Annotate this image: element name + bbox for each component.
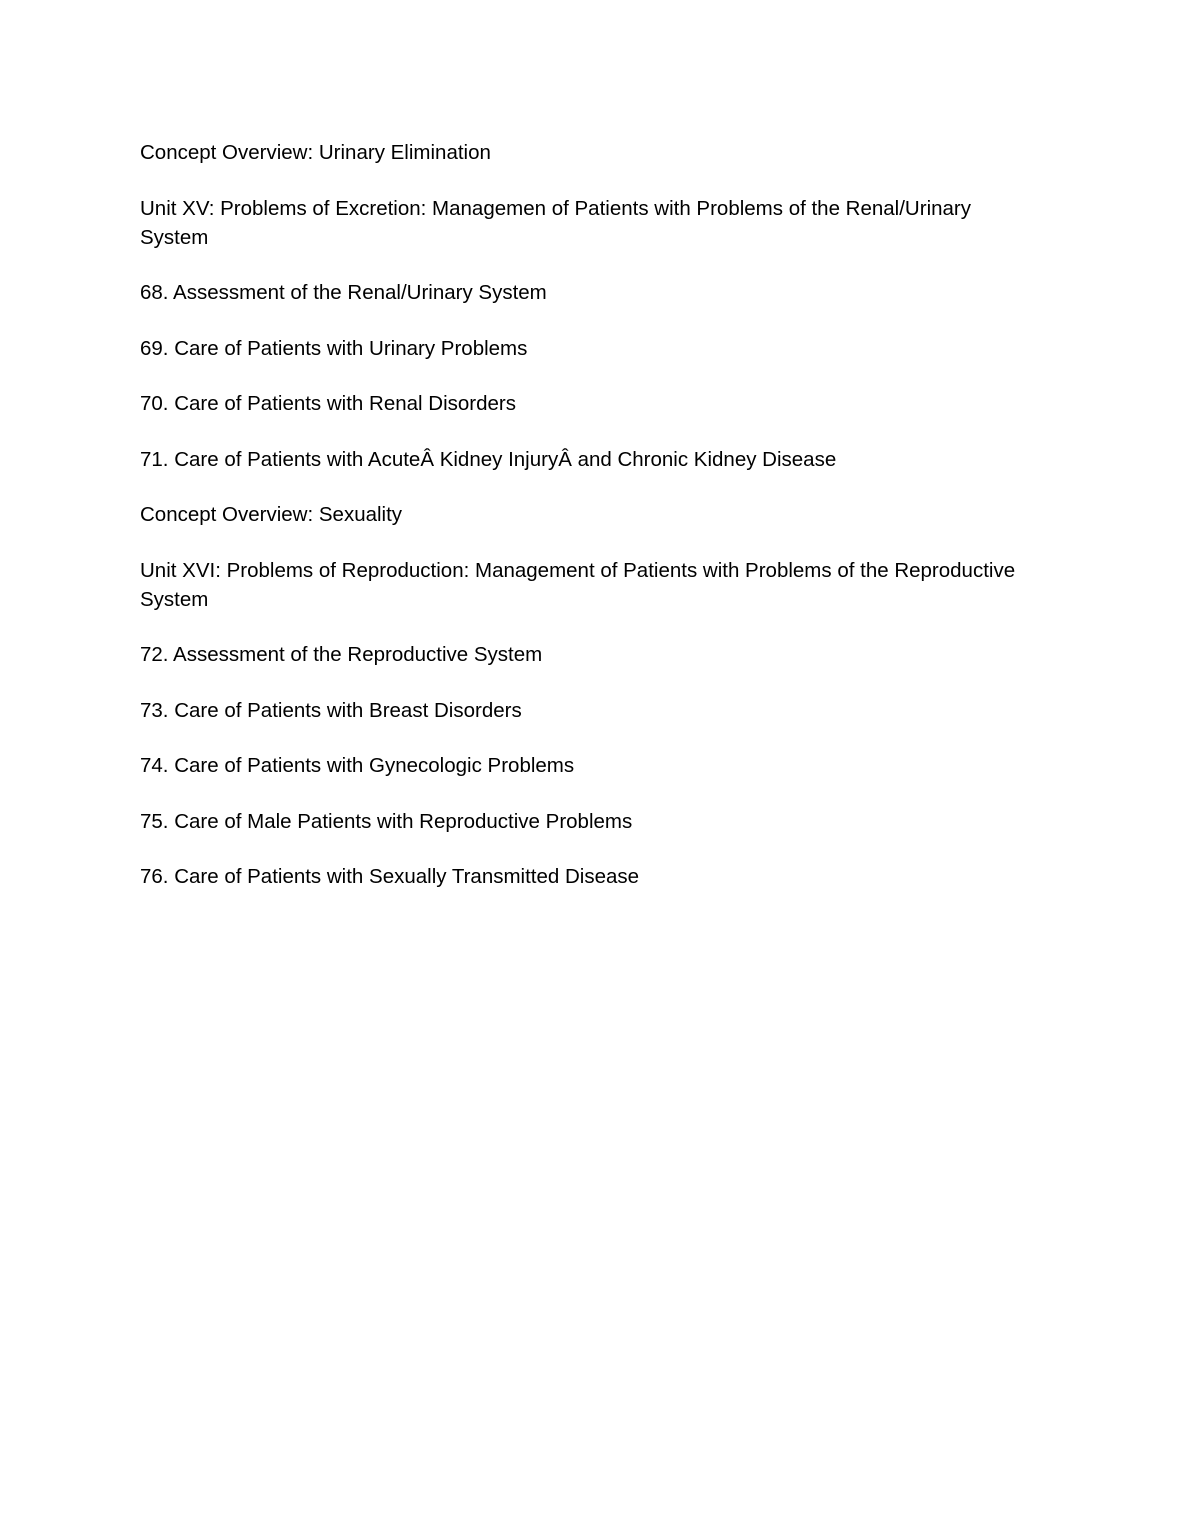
chapter-item: 74. Care of Patients with Gynecologic Problems <box>140 754 575 777</box>
concept-overview-heading: Concept Overview: Sexuality <box>140 503 403 526</box>
chapter-item: 70. Care of Patients with Renal Disorders <box>140 392 517 415</box>
chapter-item: 72. Assessment of the Reproductive System <box>140 643 543 666</box>
unit-heading: Unit XV: Problems of Excretion: Managemen of Patients with Problems of the Renal/Urinary System <box>140 196 972 249</box>
document-body <box>140 138 1020 918</box>
chapter-item: 69. Care of Patients with Urinary Problems <box>140 336 528 360</box>
chapter-item: 68. Assessment of the Renal/Urinary System <box>140 281 547 304</box>
chapter-item: 73. Care of Patients with Breast Disorders <box>140 698 522 722</box>
chapter-item: 76. Care of Patients with Sexually Transmitted Disease <box>140 865 640 888</box>
unit-heading: Unit XVI: Problems of Reproduction: Management of Patients with Problems of the Reproductive System <box>140 558 1016 611</box>
chapter-item: 75. Care of Male Patients with Reproductive Problems <box>140 809 633 833</box>
concept-overview-heading: Concept Overview: Urinary Elimination <box>140 141 491 164</box>
chapter-item: 71. Care of Patients with AcuteÂ Kidney InjuryÂ and Chronic Kidney Disease <box>140 447 837 471</box>
